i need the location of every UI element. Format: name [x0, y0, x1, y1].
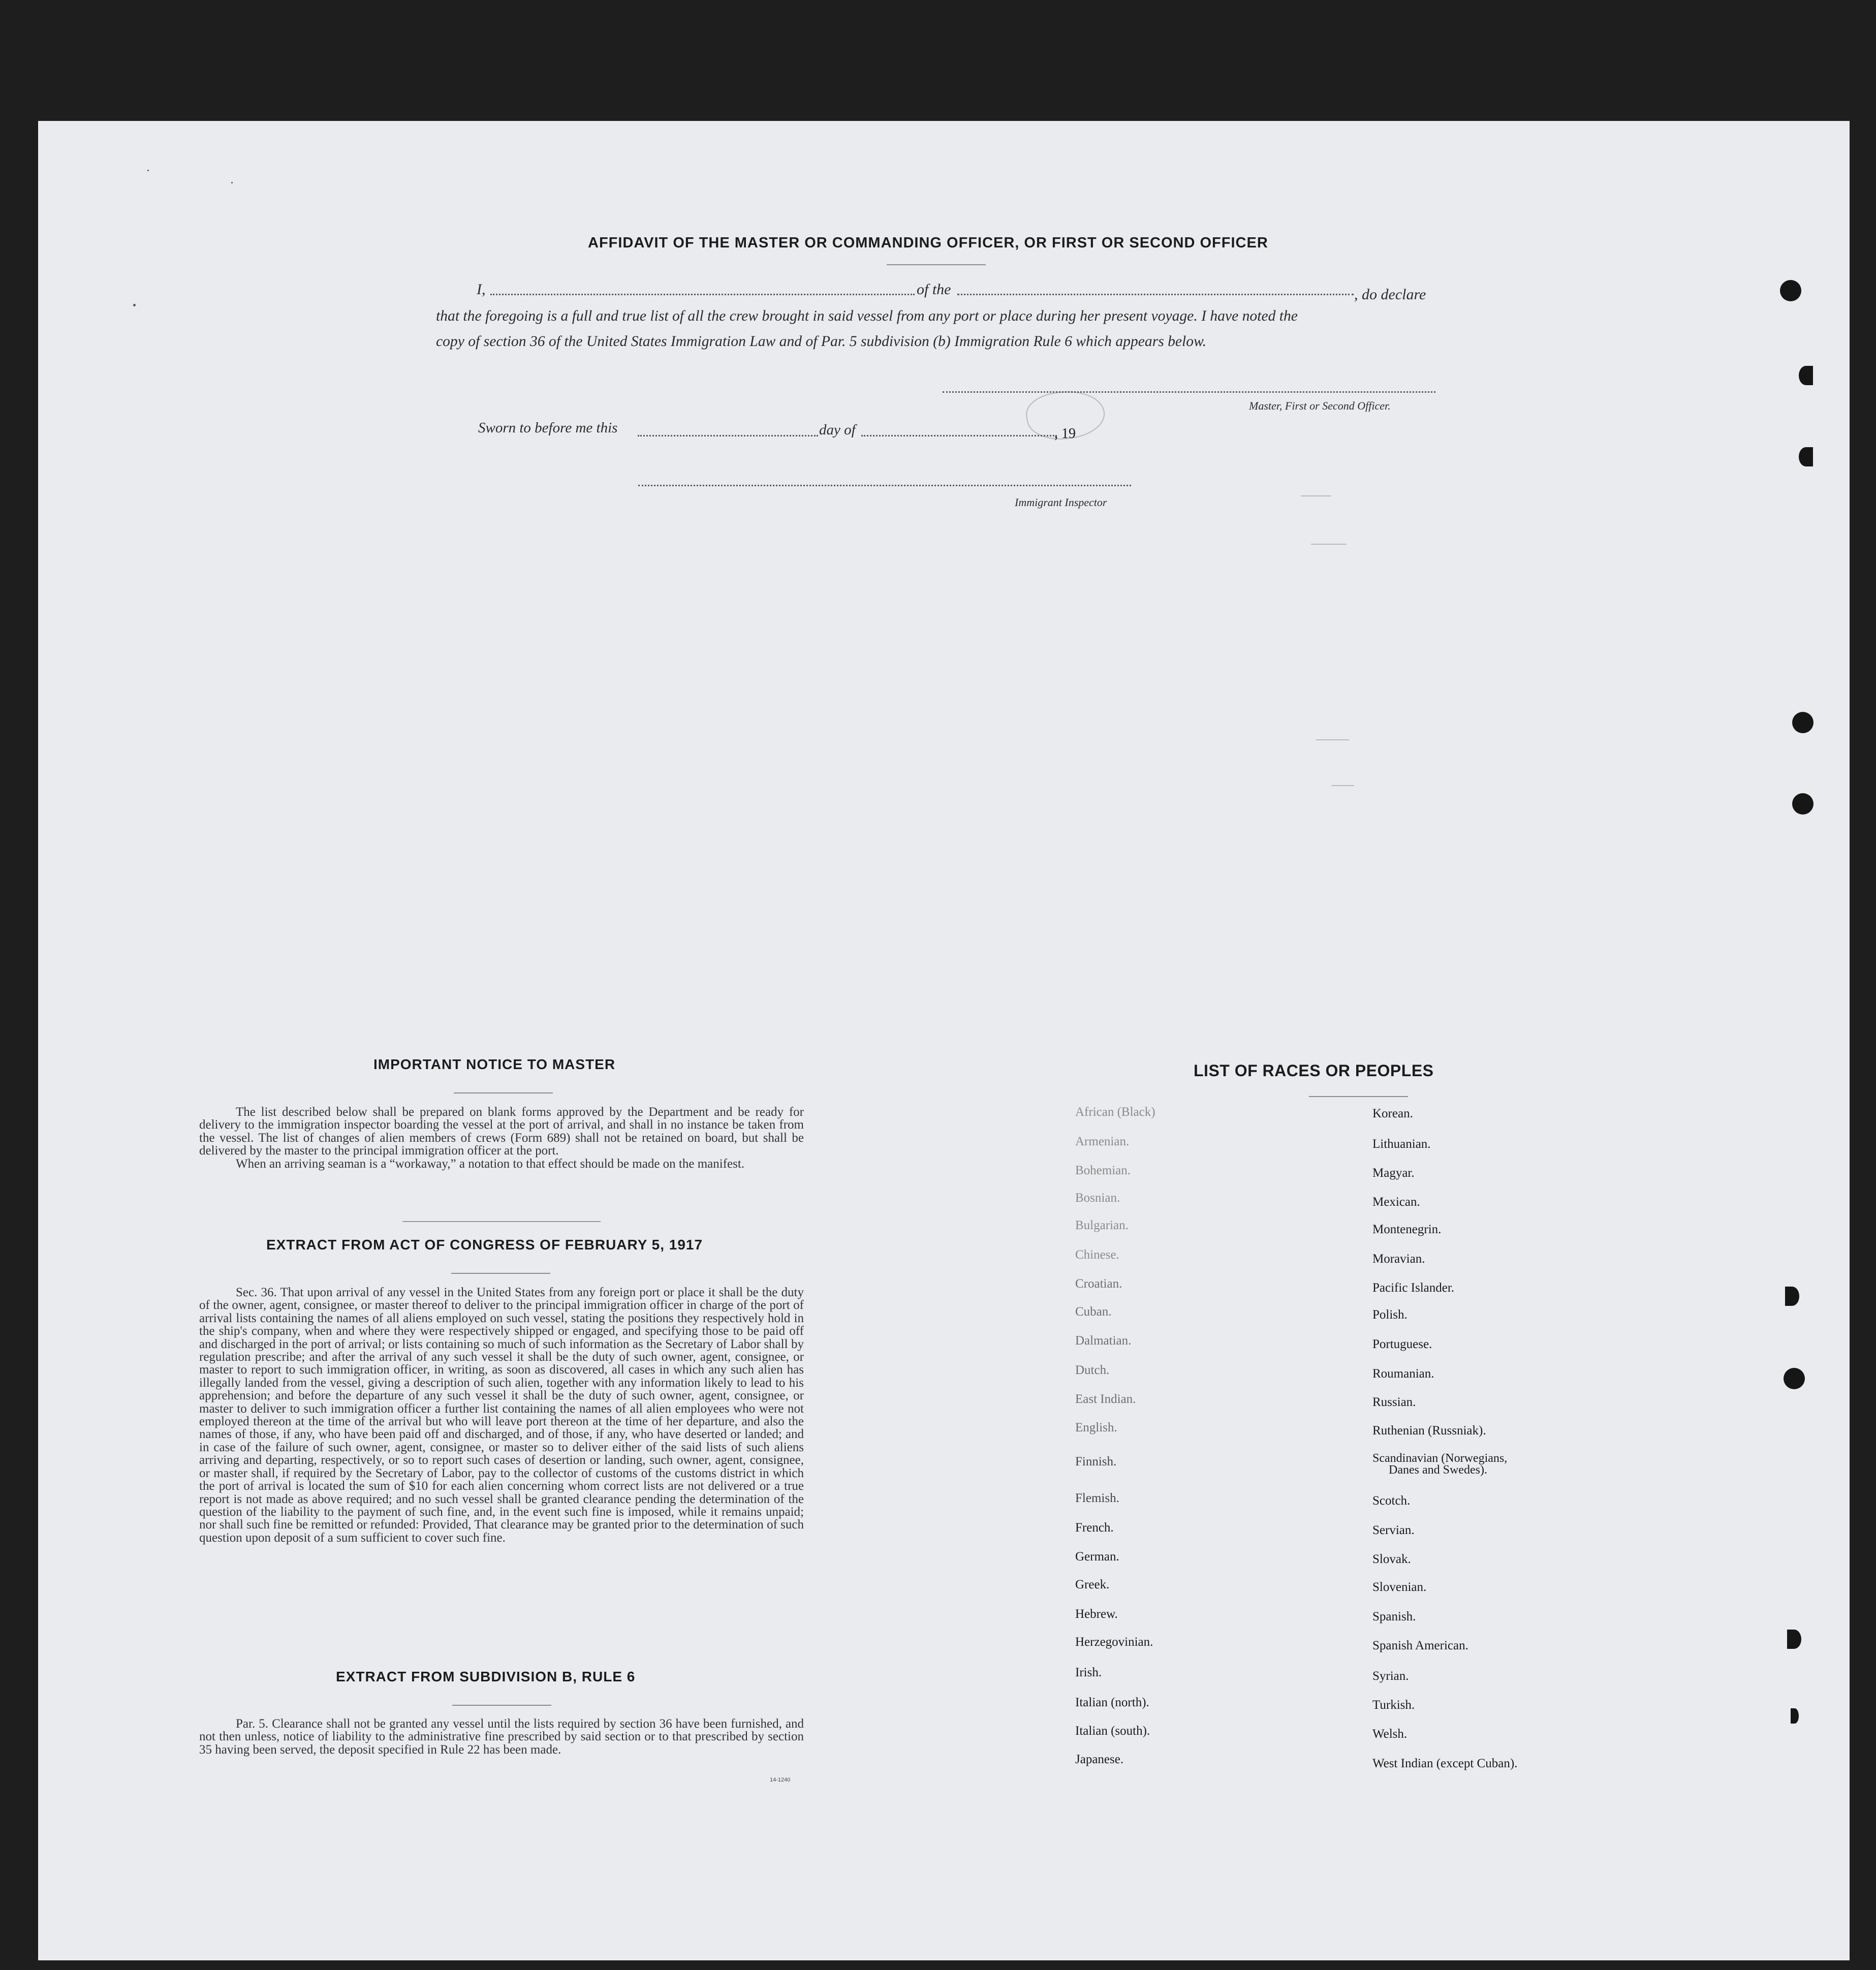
scan-speck	[133, 304, 136, 306]
race-item: Moravian.	[1372, 1252, 1425, 1266]
scan-mark	[1301, 495, 1331, 496]
race-item: Polish.	[1372, 1308, 1408, 1322]
race-item: Bosnian.	[1075, 1191, 1120, 1205]
scan-mark	[1316, 739, 1349, 740]
vessel-name-field[interactable]	[957, 294, 1354, 295]
race-item: Pacific Islander.	[1372, 1281, 1455, 1295]
inspector-signature-field[interactable]	[638, 485, 1131, 486]
race-item: English.	[1075, 1421, 1117, 1434]
race-item: Cuban.	[1075, 1305, 1112, 1319]
scan-mark	[1331, 785, 1354, 786]
race-item: Danes and Swedes).	[1389, 1463, 1487, 1477]
officer-signature-field[interactable]	[943, 391, 1435, 393]
race-item: Slovak.	[1372, 1552, 1411, 1566]
signature-caption: Master, First or Second Officer.	[1249, 399, 1391, 412]
inspector-caption: Immigrant Inspector	[1015, 496, 1107, 509]
race-item: Portuguese.	[1372, 1337, 1432, 1351]
race-item: Dutch.	[1075, 1363, 1110, 1377]
race-item: Welsh.	[1372, 1727, 1408, 1741]
race-item: Armenian.	[1075, 1135, 1130, 1148]
act-divider	[451, 1273, 550, 1274]
race-item: Bulgarian.	[1075, 1218, 1129, 1232]
rule-extract-body	[199, 1717, 804, 1756]
scan-speck	[147, 170, 149, 171]
race-item: Dalmatian.	[1075, 1334, 1132, 1348]
race-item: Korean.	[1372, 1107, 1413, 1120]
sworn-month-field[interactable]	[861, 435, 1057, 436]
race-item: Herzegovinian.	[1075, 1635, 1153, 1649]
race-item: Finnish.	[1075, 1455, 1117, 1468]
binder-hole	[1792, 712, 1814, 733]
notice-divider	[454, 1092, 553, 1093]
race-item: East Indian.	[1075, 1392, 1136, 1406]
races-title: LIST OF RACES OR PEOPLES	[1194, 1061, 1434, 1080]
year-prefix: , 19	[1054, 426, 1076, 442]
race-item: Irish.	[1075, 1666, 1102, 1679]
race-item: African (Black)	[1075, 1105, 1155, 1119]
section-divider	[402, 1221, 601, 1222]
act-extract-title: EXTRACT FROM ACT OF CONGRESS OF FEBRUARY 5, 1917	[266, 1237, 703, 1253]
race-item: Ruthenian (Russniak).	[1372, 1424, 1486, 1437]
race-item: Croatian.	[1075, 1277, 1122, 1291]
race-item: Chinese.	[1075, 1248, 1119, 1262]
race-item: Flemish.	[1075, 1491, 1119, 1505]
notice-paragraph-2: When an arriving seaman is a “workaway,” a notation to that effect should be made on the manifest.	[236, 1156, 745, 1171]
day-of-label: day of	[819, 422, 856, 438]
race-item: Servian.	[1372, 1523, 1415, 1537]
scan-mark	[1311, 544, 1347, 545]
race-item: Spanish American.	[1372, 1639, 1468, 1652]
sworn-prefix: Sworn to before me this	[478, 420, 618, 436]
affidavit-line-3: copy of section 36 of the United States Immigration Law and of Par. 5 subdivision (b) Immigration Rule 6 which appears below.	[436, 333, 1207, 350]
race-item: Lithuanian.	[1372, 1137, 1431, 1151]
race-item: Turkish.	[1372, 1698, 1415, 1712]
rule-divider	[452, 1705, 551, 1706]
section-36-text: Sec. 36. That upon arrival of any vessel in the United States from any foreign port or place it shall be the duty of the owner, agent, consignee, or master thereof to deliver to the principal immigration officer in charge of the port of arrival lists containing the names of all aliens employed on such vessel, stating the positions they respectively hold in the ship's company, when and where they were respectively shipped or engaged, and specifying those to be paid off and discharged in the port of arrival; or lists containing so much of such information as the Secretary of Labor shall by regulation prescribe; and after the arrival of any such vessel it shall be the duty of such owner, agent, consignee, or master to report to such immigration officer, in writing, as soon as discovered, all cases in which any such alien has illegally landed from the vessel, giving a description of such alien, together with any information likely to lead to his apprehension; and before the departure of any such vessel it shall be the duty of such owner, agent, consignee, or master to deliver to such immigration officer a further list containing the names of all alien employees who were not employed thereon at the time of the arrival but who will leave port thereon at the time of her departure, and also the names of those, if any, who have been paid off and discharged, and of those, if any, who have deserted or landed; and in case of the failure of such owner, agent, consignee, or master so to deliver either of the said lists of such aliens arriving and departing, respectively, or so to report such cases of desertion or landing, such owner, agent, consignee, or master shall, if required by the Secretary of Labor, pay to the collector of customs of the customs district in which the port of arrival is located the sum of $10 for each alien concerning whom correct lists are not delivered or a true report is not made as above required; and no such vessel shall be granted clearance pending the determination of the question of the liability to the payment of such fine, and, in the event such fine is imposed, while it remains unpaid; nor shall such fine be remitted or refunded: Provided, That clearance may be granted prior to the determination of such question upon deposit of a sum sufficient to cover such fine.	[199, 1286, 804, 1545]
binder-hole	[1785, 1287, 1799, 1306]
race-item: German.	[1075, 1550, 1119, 1564]
race-item: Bohemian.	[1075, 1164, 1131, 1177]
binder-hole	[1787, 1630, 1801, 1649]
affidavit-title: AFFIDAVIT OF THE MASTER OR COMMANDING OFFICER, OR FIRST OR SECOND OFFICER	[588, 235, 1268, 251]
affidavit-line-2: that the foregoing is a full and true list of all the crew brought in said vessel from any port or place during her present voyage. I have noted the	[436, 308, 1298, 324]
race-item: Russian.	[1372, 1395, 1416, 1409]
binder-hole	[1791, 1708, 1799, 1724]
race-item: Japanese.	[1075, 1753, 1124, 1766]
race-item: Montenegrin.	[1372, 1223, 1442, 1236]
rule-extract-title: EXTRACT FROM SUBDIVISION B, RULE 6	[336, 1669, 636, 1684]
race-item: Italian (north).	[1075, 1696, 1149, 1709]
race-item: Roumanian.	[1372, 1367, 1434, 1381]
declarant-prefix: I,	[477, 281, 486, 298]
scan-speck	[231, 182, 233, 183]
race-item: French.	[1075, 1521, 1114, 1535]
notice-title: IMPORTANT NOTICE TO MASTER	[373, 1056, 616, 1072]
notice-body	[199, 1106, 804, 1170]
act-extract-body	[199, 1286, 804, 1544]
race-item: Magyar.	[1372, 1166, 1415, 1180]
binder-hole	[1792, 793, 1814, 815]
notice-paragraph-1: The list described below shall be prepared on blank forms approved by the Department and be ready for delivery to the immigration inspector boarding the vessel at the port of arrival, and shall in no instance be taken from the vessel. The list of changes of alien members of crews (Form 689) shall not be retained on board, but shall be delivered by the master to the principal immigration officer at the port.	[199, 1105, 804, 1158]
race-item: Scotch.	[1372, 1494, 1411, 1508]
race-item: Scandinavian (Norwegians,	[1372, 1452, 1508, 1465]
race-item: Greek.	[1075, 1578, 1110, 1591]
race-item: Spanish.	[1372, 1610, 1416, 1623]
race-item: Mexican.	[1372, 1195, 1420, 1209]
binder-hole	[1780, 280, 1801, 301]
form-number: 14-1240	[770, 1777, 791, 1783]
race-item: Hebrew.	[1075, 1607, 1118, 1621]
title-divider	[887, 264, 986, 265]
race-item: Italian (south).	[1075, 1724, 1150, 1738]
races-divider	[1309, 1096, 1408, 1097]
race-item: West Indian (except Cuban).	[1372, 1757, 1518, 1770]
race-item: Slovenian.	[1372, 1580, 1427, 1594]
par-5-text: Par. 5. Clearance shall not be granted any vessel until the lists required by section 36 have been furnished, and not then unless, notice of liability to the administrative fine prescribed by said section or to that prescribed by section 35 having been served, the deposit specified in Rule 22 has been made.	[199, 1717, 804, 1757]
binder-hole	[1799, 366, 1813, 385]
declarant-name-field[interactable]	[490, 294, 915, 295]
binder-hole	[1799, 447, 1813, 466]
sworn-day-field[interactable]	[638, 435, 818, 436]
document-page	[38, 121, 1850, 1960]
binder-hole	[1784, 1368, 1805, 1389]
race-item: Syrian.	[1372, 1669, 1409, 1683]
declare-label: , do declare	[1354, 286, 1426, 303]
of-the-label: of the	[917, 281, 951, 298]
